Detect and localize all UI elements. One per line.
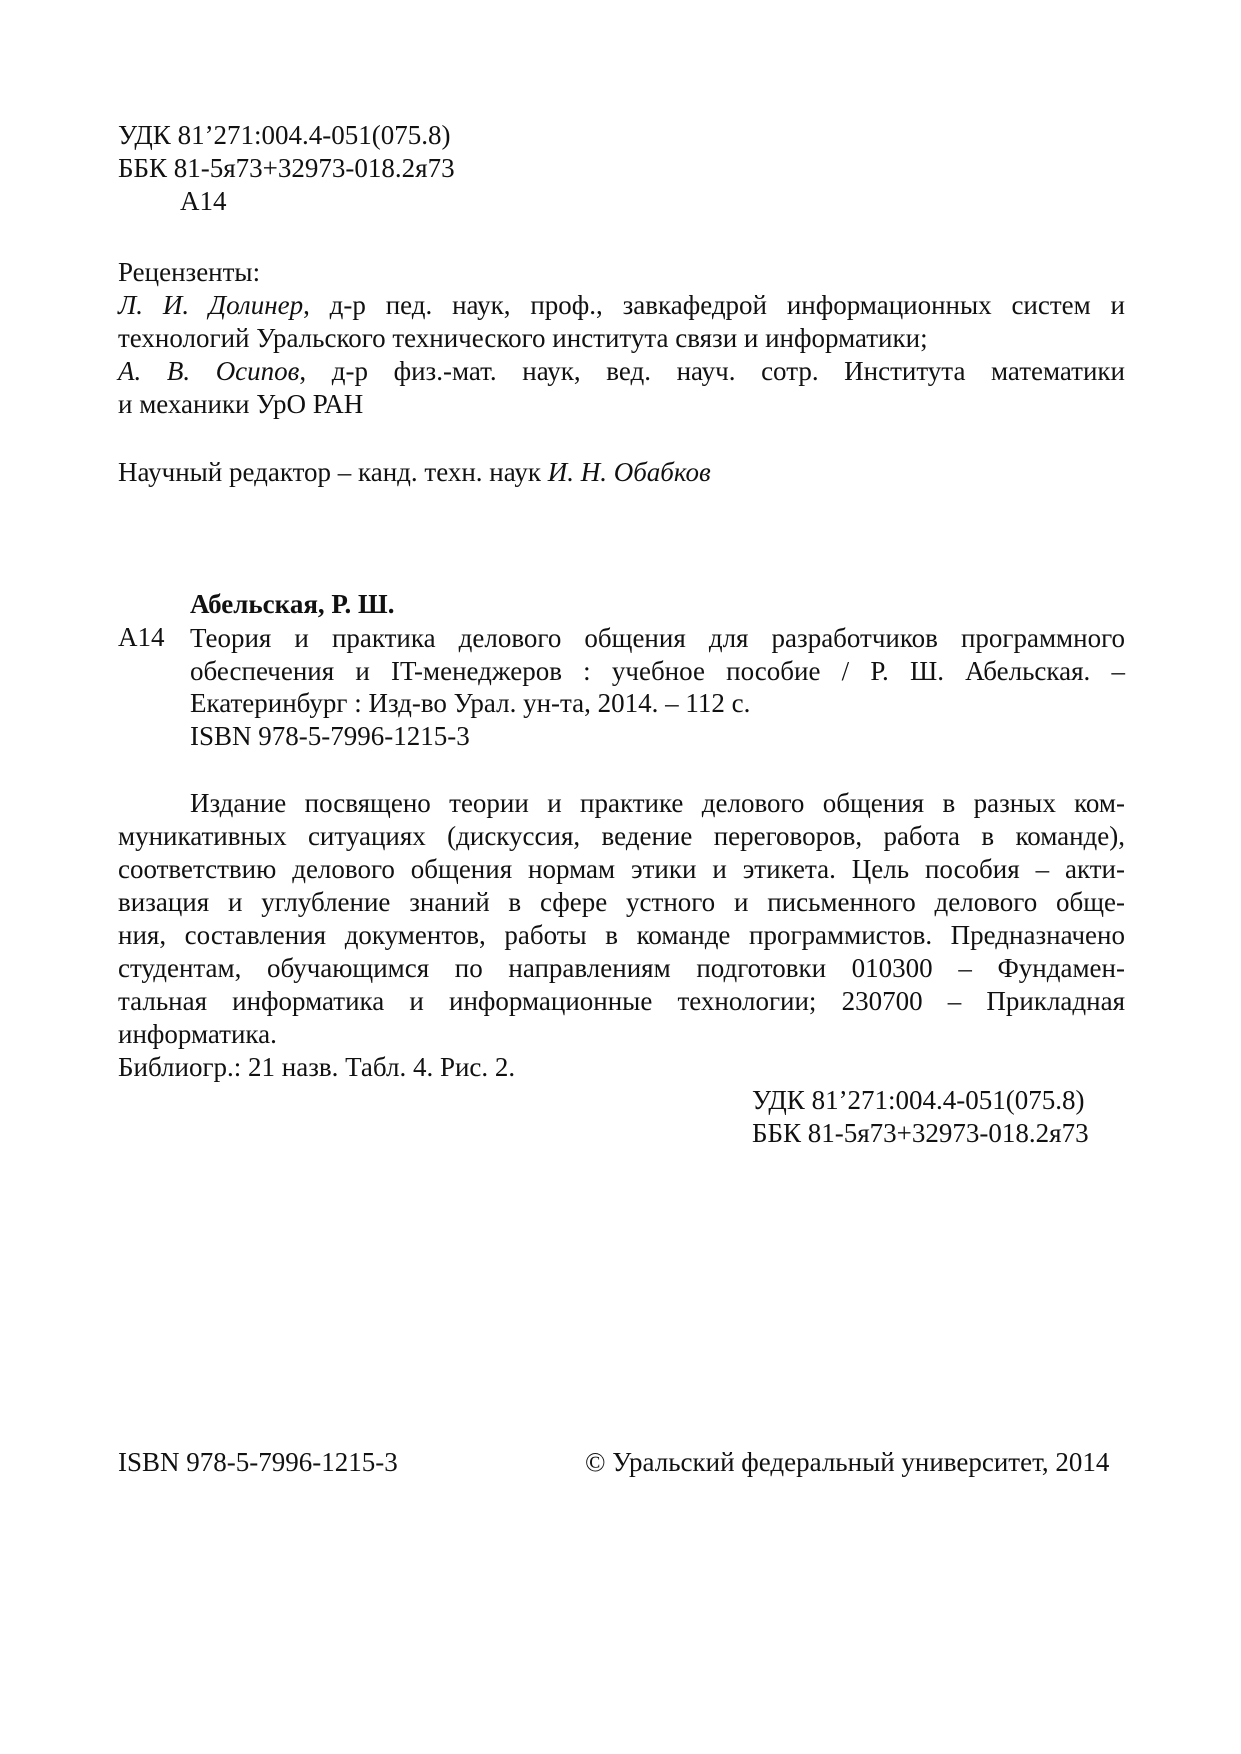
bbk-code-bottom: ББК 81-5я73+32973-018.2я73 xyxy=(752,1118,1089,1148)
annotation-line-2: муникативных ситуациях (дискуссия, ведение переговоров, работа в команде), xyxy=(118,821,1125,851)
annotation-line-7: тальная информатика и информационные технологии; 230700 – Прикладная xyxy=(118,986,1125,1016)
reviewer-1-affiliation: технологий Уральского технического института связи и информатики; xyxy=(118,323,928,353)
catalog-isbn: ISBN 978-5-7996-1215-3 xyxy=(190,721,470,751)
editor-prefix: Научный редактор – канд. техн. наук xyxy=(118,457,548,487)
annotation-line-3: соответствию делового общения нормам этики и этикета. Цель пособия – акти- xyxy=(118,854,1125,884)
annotation-line-6: студентам, обучающимся по направлениям подготовки 010300 – Фундамен- xyxy=(118,953,1125,983)
catalog-line-1: Теория и практика делового общения для разработчиков программного xyxy=(190,623,1125,653)
udk-code-top: УДК 81’271:004.4-051(075.8) xyxy=(118,120,451,150)
annotation-line-5: ния, составления документов, работы в команде программистов. Предназначено xyxy=(118,920,1125,950)
bibliography-note: Библиогр.: 21 назв. Табл. 4. Рис. 2. xyxy=(118,1052,516,1082)
reviewer-2-line-1 xyxy=(118,355,1125,388)
author-mark-top: А14 xyxy=(180,186,227,216)
reviewer-1-line-1 xyxy=(118,289,1125,322)
reviewer-1-name: Л. И. Долинер xyxy=(118,290,304,320)
footer-copyright: © Уральский федеральный университет, 2014 xyxy=(585,1447,1110,1477)
catalog-line-3: Екатеринбург : Изд-во Урал. ун-та, 2014. – 112 с. xyxy=(190,688,751,718)
catalog-author xyxy=(190,589,394,620)
annotation-line-4: визация и углубление знаний в сфере устного и письменного делового обще- xyxy=(118,887,1125,917)
editor-name: И. Н. Обабков xyxy=(547,457,711,487)
reviewer-1-credentials: , д-р пед. наук, проф., завкафедрой информационных систем и xyxy=(303,290,1126,320)
bbk-code-top: ББК 81-5я73+32973-018.2я73 xyxy=(118,153,455,183)
scientific-editor xyxy=(118,456,711,489)
udk-code-bottom: УДК 81’271:004.4-051(075.8) xyxy=(752,1085,1085,1115)
reviewer-2-affiliation: и механики УрО РАН xyxy=(118,389,364,419)
reviewer-2-credentials: , д-р физ.-мат. наук, вед. науч. сотр. Института математики xyxy=(299,356,1125,386)
footer-isbn: ISBN 978-5-7996-1215-3 xyxy=(118,1447,398,1477)
annotation-line-1: Издание посвящено теории и практике делового общения в разных ком- xyxy=(190,788,1125,818)
catalog-mark: А14 xyxy=(118,622,165,652)
annotation-line-8: информатика. xyxy=(118,1019,277,1049)
catalog-line-2: обеспечения и IT-менеджеров : учебное пособие / Р. Ш. Абельская. – xyxy=(190,656,1125,686)
catalog-author-text: Абельская, Р. Ш. xyxy=(190,589,395,619)
reviewers-heading: Рецензенты: xyxy=(118,257,261,287)
reviewer-2-name: А. В. Осипов xyxy=(118,356,300,386)
